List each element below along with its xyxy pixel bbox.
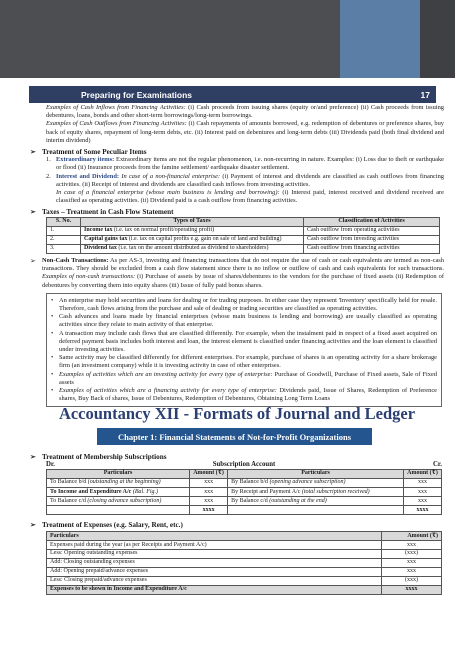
table-cell	[228, 497, 404, 506]
table-cell: Less: Closing prepaid/advance expenses	[47, 576, 382, 585]
note-item	[51, 354, 437, 370]
chapter-banner: Chapter 1: Financial Statements of Not-for-Profit Organizations	[97, 428, 372, 445]
total-row	[47, 585, 442, 594]
upper-content	[30, 104, 444, 407]
dr-label: Dr.	[46, 461, 56, 468]
table-row	[47, 226, 440, 235]
peculiar-item	[46, 156, 444, 172]
tax-desc: (i.e. tax on normal profit/operating profit)	[112, 227, 215, 234]
table-row	[47, 488, 442, 497]
bullet-icon: •	[51, 296, 54, 304]
item-body	[56, 156, 444, 172]
expenses-heading-text: Treatment of Expenses (e.g. Salary, Rent, etc.)	[42, 521, 183, 530]
particular-note: (outstanding at the beginning)	[86, 479, 161, 486]
lower-content	[30, 450, 444, 595]
inflow-label: Examples of Cash Inflows from Financing Activities:	[46, 104, 186, 111]
note-text: An enterprise may hold securities and loans for dealing or for trading purposes. In either case they represent 'Inventory' specifically held for resale. Therefore, cash flows arising from the purchase and sale of dealing or trading securities are classified as operating activities.	[59, 296, 437, 313]
tax-name: Capital gains tax	[84, 236, 128, 243]
cover-blue-block	[340, 0, 420, 78]
note-italic: Examples of activities which are an investing activity for every type of enterprise:	[59, 370, 273, 378]
arrow-bullet-icon: ➢	[30, 521, 36, 530]
particular-note: (outstanding at the end)	[267, 497, 327, 504]
cover-band	[0, 0, 474, 78]
table-cell	[228, 506, 404, 515]
account-header	[46, 461, 442, 469]
note-text: Same activity may be classified differently for different enterprises. For example, purchase of shares is an operating activity for a share brokerage firm (an investment company) while it is investing activity in case of other enterprises.	[59, 354, 437, 370]
table-cell: Add: Opening prepaid/advance expenses	[47, 567, 382, 576]
page-number: 17	[420, 89, 430, 100]
column-header: Amount (₹)	[190, 470, 228, 479]
column-header: Amount (₹)	[382, 532, 442, 541]
inflow-examples	[46, 104, 444, 120]
particular: By Receipt and Payment A/c	[231, 488, 301, 495]
inflow-text: (i) Cash proceeds from issuing shares (equity or/and preference) (ii) Cash proceeds from issuing debentures, loans, bonds and other short-term borrowings/long-term borrowings.	[46, 104, 444, 120]
tax-desc: (i.e. tax on the amount distributed as dividend to shareholders)	[116, 245, 269, 252]
item-body	[56, 173, 444, 206]
particular: To Balance c/d	[50, 497, 86, 504]
table-cell: (xxx)	[382, 550, 442, 559]
outflow-label: Examples of Cash Outflows from Financing Activities:	[46, 120, 187, 128]
main-title: Accountancy XII - Formats of Journal and Ledger	[58, 404, 416, 423]
non-cash-title: Non-Cash Transactions:	[42, 257, 109, 265]
table-cell: 1.	[47, 226, 81, 235]
non-cash-text2: (i) Purchase of assets by issue of shares/debentures to the vendors for the purchase of fixed assets (ii) Redemption of debentures by converting them into equity shares (iii) Issue of fully paid bonus shares.	[42, 273, 444, 289]
table-cell: Cash outflow from investing activities	[304, 235, 440, 244]
note-item	[51, 330, 437, 355]
table-cell: Add: Closing outstanding expenses	[47, 559, 382, 568]
item-text: (i) Interest paid, interest received and dividend received are classified as operating activities. (ii) Dividend paid is a cash outflow from financing activities.	[56, 189, 445, 205]
bullet-icon: •	[51, 329, 54, 337]
arrow-bullet-icon: ➢	[30, 208, 36, 217]
note-item	[51, 297, 437, 313]
table-cell	[47, 479, 190, 488]
table-cell: xxx	[382, 567, 442, 576]
arrow-bullet-icon: ➢	[30, 148, 36, 157]
table-cell	[81, 226, 304, 235]
account-name: Subscription Account	[212, 461, 276, 468]
table-row	[47, 576, 442, 585]
table-row	[47, 479, 442, 488]
item-title: Interest and Dividend:	[56, 172, 120, 180]
table-cell	[228, 479, 404, 488]
particular: To Income and Expenditure A/c	[50, 488, 132, 495]
bullet-icon: •	[51, 354, 54, 362]
table-cell: xxx	[382, 559, 442, 568]
particular: By Balance b/d	[231, 479, 269, 486]
table-cell: xxx	[190, 488, 228, 497]
table-cell: xxx	[382, 541, 442, 550]
tax-desc: (i.e. tax on capital profits e.g. gain on sale of land and building)	[127, 236, 282, 243]
outflow-text: (i) Cash repayments of amounts borrowed, e.g. redemption of debentures or preference shares, buy back of equity shares, repayment of long-term debts, etc. (ii) Interest paid on debentures and long-term debts (iii) Dividends paid (both final dividend and interim dividend)	[46, 120, 444, 144]
total-amount: xxxx	[190, 506, 228, 515]
table-cell: xxx	[190, 497, 228, 506]
table-row	[47, 541, 442, 550]
tax-name: Dividend tax	[84, 245, 117, 252]
non-cash-body	[42, 257, 444, 290]
table-cell: (xxx)	[382, 576, 442, 585]
expenses-heading	[30, 521, 444, 529]
tax-name: Income tax	[84, 227, 113, 234]
peculiar-list	[46, 156, 444, 205]
running-header	[29, 86, 436, 103]
note-text: A transaction may include cash flows that are classified differently. For example, when the instalment paid in respect of a fixed asset acquired on deferred payment basis includes both interest and loan, the interest element is classified under financing activities and the loan element is classified under investing activities.	[59, 329, 437, 354]
table-cell	[47, 488, 190, 497]
subscription-account-table	[46, 469, 442, 515]
arrow-bullet-icon: ➢	[30, 257, 36, 266]
table-row	[47, 235, 440, 244]
peculiar-item	[46, 173, 444, 206]
table-cell	[81, 244, 304, 253]
total-amount: xxxx	[382, 585, 442, 594]
column-header: Classification of Activities	[304, 217, 440, 226]
particular: To Balance b/d	[50, 479, 87, 486]
item-number: 2.	[46, 172, 51, 180]
table-cell	[47, 506, 190, 515]
table-header-row	[47, 217, 440, 226]
table-row	[47, 497, 442, 506]
total-amount: xxxx	[404, 506, 442, 515]
note-body	[59, 371, 437, 387]
note-text: Purchase of Goodwill, Purchase of Fixed assets, Sale of Fixed assets	[59, 370, 437, 386]
note-text: Dividends paid, Issue of Shares, Redemption of Preference shares, Buy Back of shares, Issue of Debentures, Redemption of Debentures, Obtaining Long Term Loans	[59, 387, 437, 403]
total-row	[47, 506, 442, 515]
bullet-icon: •	[51, 370, 54, 378]
item-text: (i) Payment of interest and dividends are classified as cash outflows from financing activities. (ii) Receipt of interest and dividends are classified cash inflows from investing activities.	[56, 172, 444, 188]
cr-label: Cr.	[432, 461, 442, 468]
cover-gray-block	[0, 0, 395, 78]
peculiar-heading	[30, 148, 444, 156]
membership-heading	[30, 453, 444, 461]
membership-heading-text: Treatment of Membership Subscriptions	[42, 453, 167, 461]
note-item	[51, 387, 437, 403]
column-header: Particulars	[228, 470, 404, 479]
particular-note: (total subscription received)	[300, 488, 370, 495]
table-row	[47, 244, 440, 253]
table-header-row	[47, 470, 442, 479]
taxes-heading	[30, 208, 444, 216]
table-cell: xxx	[404, 479, 442, 488]
non-cash-text: As per AS-3, investing and financing transactions that do not require the use of cash or cash equivalents are termed as non-cash transactions. They should be excluded from a cash flow statement since there is no inflow or outflow of cash and cash equivalents for such transactions.	[42, 257, 444, 273]
table-row	[47, 559, 442, 568]
table-cell: Cash outflow from financing activities	[304, 244, 440, 253]
note-body	[59, 387, 437, 403]
particular-note: (opening advance subscription)	[268, 479, 346, 486]
table-cell: xxx	[190, 479, 228, 488]
table-cell: xxx	[404, 497, 442, 506]
item-italic: In case of a non-financial enterprise:	[119, 172, 221, 180]
note-item	[51, 371, 437, 387]
arrow-bullet-icon: ➢	[30, 453, 36, 461]
column-header: Types of Taxes	[81, 217, 304, 226]
non-cash-section	[30, 257, 444, 290]
taxes-heading-text: Taxes – Treatment in Cash Flow Statement	[42, 208, 174, 217]
table-cell: Cash outflow from operating activities	[304, 226, 440, 235]
table-cell: Expenses paid during the year (as per Receipts and Payment A/c)	[47, 541, 382, 550]
item-text: Extraordinary items are not the regular phenomenon, i.e. non-recurring in nature. Examples: (i) Loss due to theft or earthquake or flood (ii) Insurance proceeds from the famine settlement/ earthquake disaster settlement.	[56, 156, 444, 172]
item-number: 1.	[46, 156, 51, 164]
table-row	[47, 567, 442, 576]
table-cell: xxx	[404, 488, 442, 497]
note-italic: Examples of activities which are a financing activity for every type of enterprise:	[59, 387, 277, 395]
column-header: Particulars	[47, 470, 190, 479]
note-text: Cash advances and loans made by financial enterprises (whose main business is lending and borrowing) are usually classified as operating activities since they relate to main activity of that enterprise.	[59, 313, 437, 329]
running-header-title: Preparing for Examinations	[81, 89, 192, 100]
non-cash-italic: Examples of non-cash transactions:	[42, 273, 136, 281]
table-cell	[228, 488, 404, 497]
table-cell	[47, 497, 190, 506]
expenses-table	[46, 531, 442, 594]
column-header: Particulars	[47, 532, 382, 541]
table-row	[47, 550, 442, 559]
notes-box	[46, 293, 442, 408]
item-title: Extraordinary items:	[56, 156, 115, 164]
table-cell: 2.	[47, 235, 81, 244]
total-label: Expenses to be shown in Income and Expenditure A/c	[47, 585, 382, 594]
table-cell: 3.	[47, 244, 81, 253]
cover-dark-block	[420, 0, 455, 78]
table-header-row	[47, 532, 442, 541]
outflow-examples	[46, 120, 444, 145]
column-header: Amount (₹)	[404, 470, 442, 479]
column-header: S. No.	[47, 217, 81, 226]
taxes-table	[46, 217, 440, 254]
peculiar-heading-text: Treatment of Some Peculiar Items	[42, 148, 147, 157]
table-cell: Less: Opening outstanding expenses	[47, 550, 382, 559]
table-cell	[81, 235, 304, 244]
note-item	[51, 313, 437, 329]
bullet-icon: •	[51, 387, 54, 395]
bullet-icon: •	[51, 313, 54, 321]
particular-note: (closing advance subscription)	[85, 497, 162, 504]
particular-note: (Bal. Fig.)	[131, 488, 159, 495]
particular: By Balance c/d	[231, 497, 268, 504]
item-italic: In case of a financial enterprise (whose main business is lending and borrowing):	[56, 189, 280, 197]
